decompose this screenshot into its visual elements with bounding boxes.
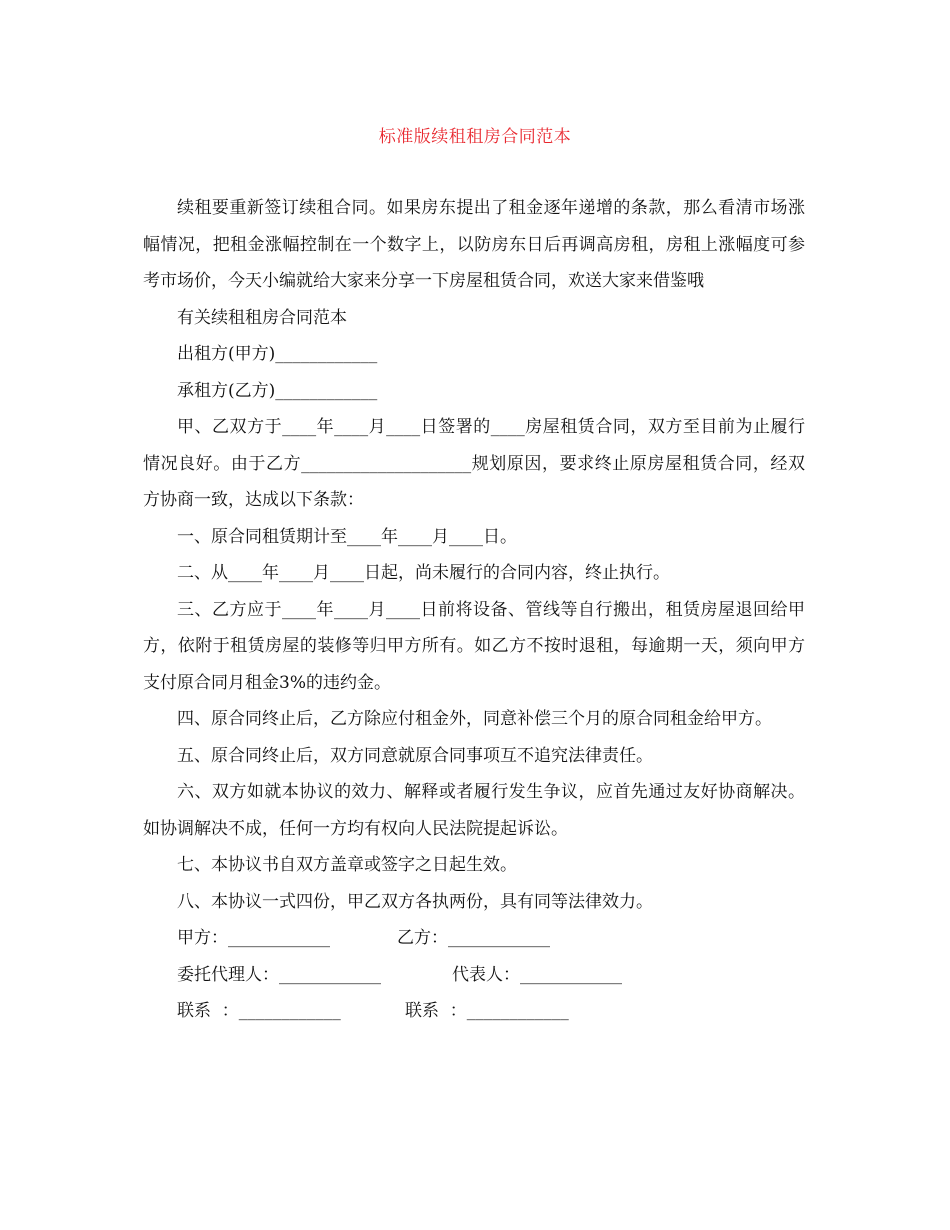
intro-paragraph: 续租要重新签订续租合同。如果房东提出了租金逐年递增的条款，那么看清市场涨幅情况，把租金涨幅控制在一个数字上，以防房东日后再调高房租，房租上涨幅度可参考市场价，今天小编就给大家来分享一下房屋租赁合同，欢送大家来借鉴哦 xyxy=(143,198,805,291)
clause-6: 六、双方如就本协议的效力、解释或者履行发生争议，应首先通过友好协商解决。如协调解决不成，任何一方均有权向人民法院提起诉讼。 xyxy=(143,782,805,839)
party-b-signature: 乙方：____________ xyxy=(397,928,550,948)
signature-row-agents xyxy=(143,957,805,994)
contact-b-signature: 联系 ：____________ xyxy=(405,1001,569,1021)
clause-8: 八、本协议一式四份，甲乙双方各执两份，具有同等法律效力。 xyxy=(177,891,653,912)
clause-3: 三、乙方应于____年____月____日前将设备、管线等自行搬出，租赁房屋退回给甲方，依附于租赁房屋的装修等归甲方所有。如乙方不按时退租，每逾期一天，须向甲方支付原合同月租金3%的违约金。 xyxy=(143,599,805,693)
agent-signature: 委托代理人：____________ xyxy=(177,964,381,985)
clause-1: 一、原合同租赁期计至____年____月____日。 xyxy=(177,526,517,547)
clause-2: 二、从____年____月____日起，尚未履行的合同内容，终止执行。 xyxy=(177,563,670,583)
preamble-paragraph: 甲、乙双方于____年____月____日签署的____房屋租赁合同，双方至目前为止履行情况良好。由于乙方____________________规划原因，要求终止原房屋租赁合同，经双方协商一致，达成以下条款： xyxy=(143,417,805,510)
document-title: 标准版续租租房合同范本 xyxy=(378,127,572,147)
lessee-line: 承租方(乙方)____________ xyxy=(177,380,378,401)
contact-a-signature: 联系 ：____________ xyxy=(177,1001,341,1021)
clause-4: 四、原合同终止后，乙方除应付租金外，同意补偿三个月的原合同租金给甲方。 xyxy=(177,709,772,729)
signature-row-parties xyxy=(143,920,805,957)
representative-signature: 代表人：____________ xyxy=(452,964,622,985)
clause-5: 五、原合同终止后，双方同意就原合同事项互不追究法律责任。 xyxy=(177,745,653,766)
clause-7: 七、本协议书自双方盖章或签字之日起生效。 xyxy=(177,855,517,875)
party-a-signature: 甲方：____________ xyxy=(177,928,330,948)
lessor-line: 出租方(甲方)____________ xyxy=(177,344,378,364)
signature-row-contacts xyxy=(143,993,805,1030)
document-body xyxy=(143,190,805,1030)
subtitle-line: 有关续租租房合同范本 xyxy=(177,307,347,328)
